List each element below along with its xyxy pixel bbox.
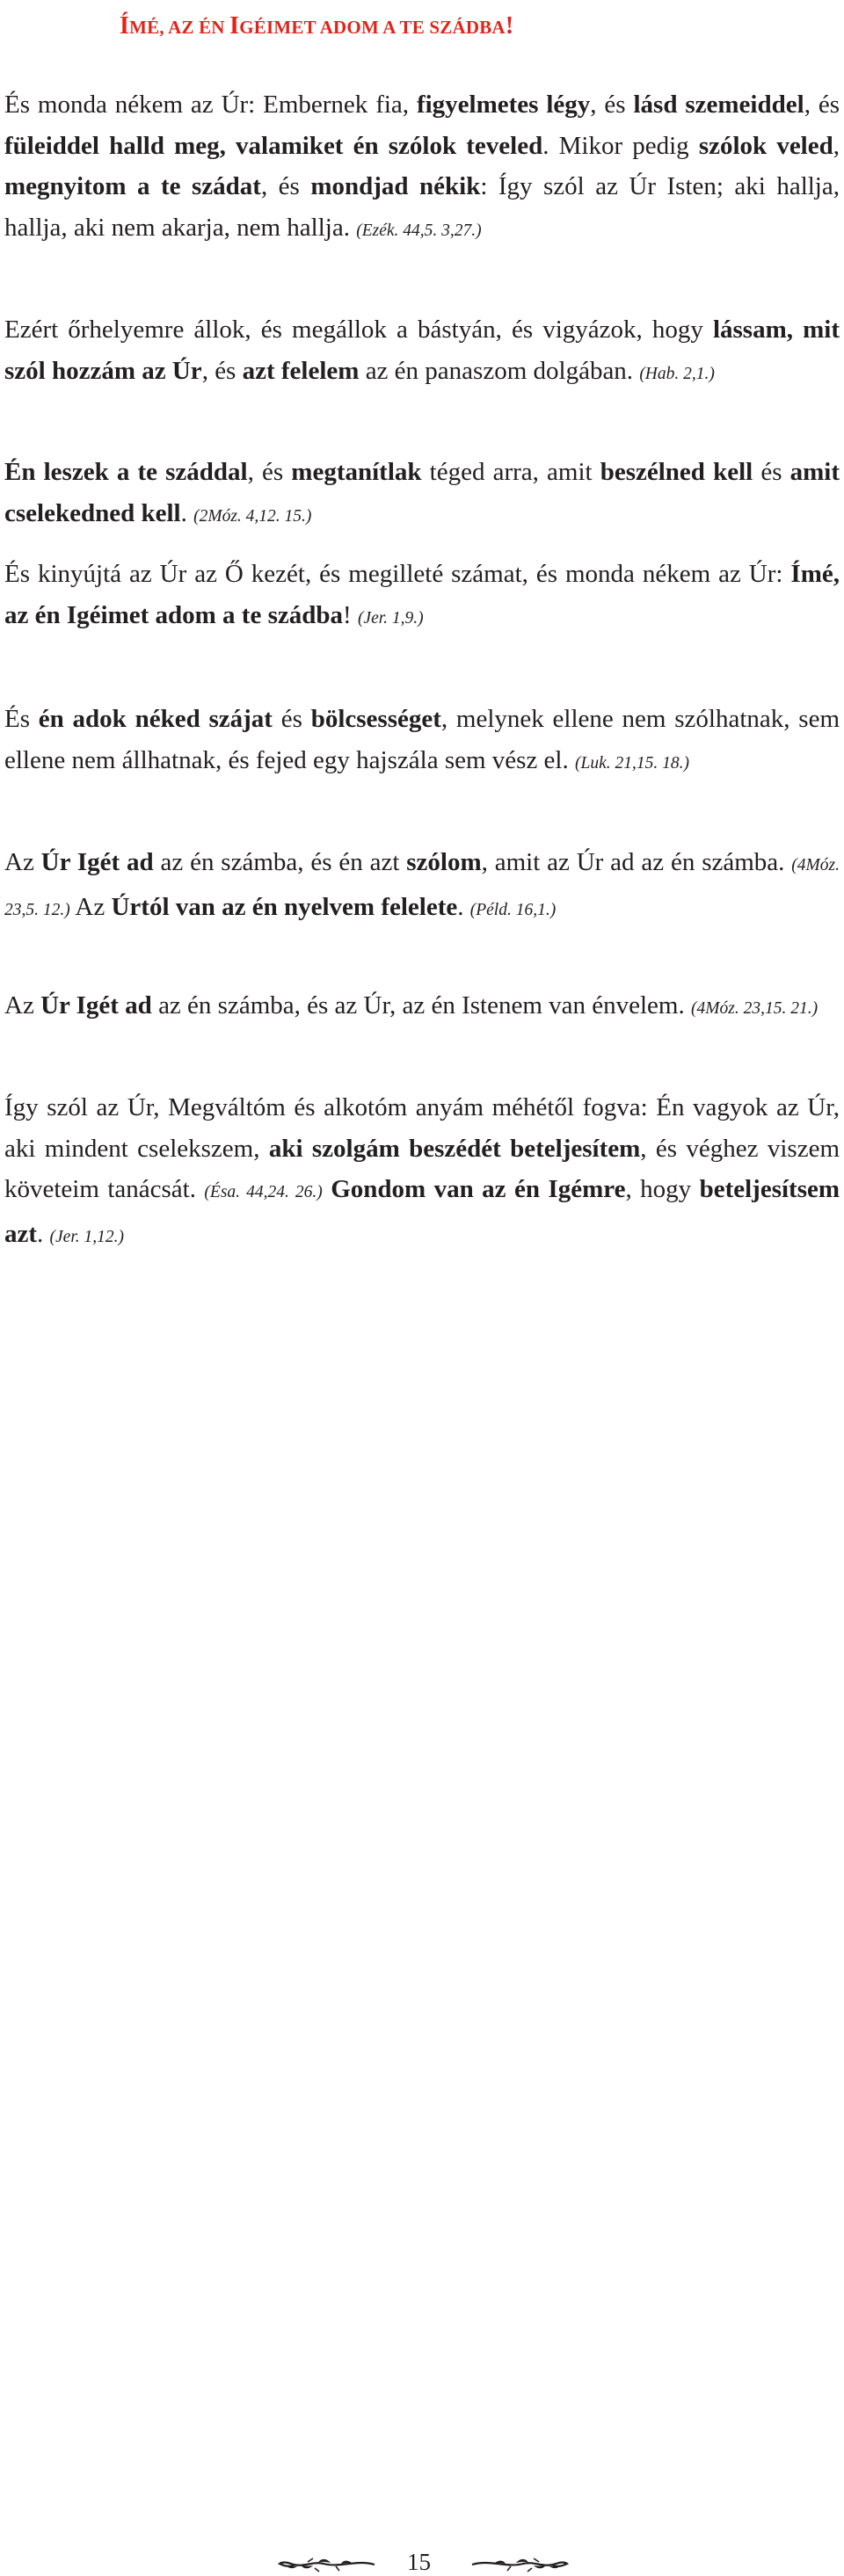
emphasis-text: azt felelem [242,356,360,385]
scripture-reference: (Ésa. 44,24. 26.) [204,1183,323,1201]
emphasis-text: lássam, mit szól hozzám az Úr [4,316,840,385]
verse-paragraph [4,452,840,537]
emphasis-text: mondjad nékik [310,172,481,200]
verse-text: , és véghez viszem követeim tanácsát. [4,1134,840,1203]
verse-text: az én számba, és az Úr, az én Istenem van énvelem. [151,991,691,1020]
verse-text: Az [4,991,41,1020]
page-footer [0,1273,844,2575]
emphasis-text: szólok veled [698,131,833,160]
scripture-reference: (Jer. 1,12.) [49,1227,125,1246]
verse-text: Az [4,848,41,876]
verse-text: . Mikor pedig [542,131,699,160]
verse-paragraph [4,554,840,639]
emphasis-text: bölcsességet [310,705,441,733]
emphasis-text: szólom [406,848,482,876]
emphasis-text: Gondom van az én Igémre [331,1175,626,1203]
verse-text [323,1175,331,1203]
verse-paragraph [4,699,840,784]
emphasis-text: lásd szemeiddel [633,91,804,119]
right-ornament-icon [470,2556,569,2573]
verse-text: Így szól az Úr, Megváltóm és alkotóm anyám méhétől fogva: Én vagyok az Úr, aki mindent cselekszem, [4,1093,840,1163]
verse-text: , és [590,91,634,119]
scripture-reference: (4Móz. 23,5. 12.) [4,856,840,919]
title-segment: ! [505,12,514,40]
title-segment: I [229,12,240,40]
verse-text: , és [201,356,243,385]
verse-text: téged arra, amit [421,458,600,486]
left-ornament-icon [278,2556,376,2573]
verse-paragraph [4,842,840,931]
emphasis-text: Úrtól van az én nyelvem felelete [111,892,458,921]
title-segment: GÉIMET ADOM A TE SZÁDBA [239,17,506,38]
emphasis-text: Ímé, az én Igéimet adom a te szádba [4,560,840,629]
emphasis-text: beteljesítsem azt [4,1175,840,1248]
verse-text: és [272,705,311,733]
verse-text: , és [260,172,311,200]
page-title [120,12,513,40]
verse-text: , hogy [625,1175,700,1203]
emphasis-text: Úr Igét ad [40,991,152,1020]
emphasis-text: megtanítlak [291,458,422,486]
title-segment: MÉ, AZ ÉN [129,17,230,38]
verse-text: , és [247,458,292,486]
verse-paragraph [4,1087,840,1258]
emphasis-text: beszélned kell [600,458,753,486]
verse-text: És [4,705,39,733]
scripture-reference: (Jer. 1,9.) [357,608,424,628]
emphasis-text: aki szolgám beszédét beteljesítem [268,1134,641,1163]
emphasis-text: Én leszek a te száddal [4,458,248,486]
verse-text: . [180,498,194,527]
verse-text: az én panaszom dolgában. [359,356,640,385]
emphasis-text: füleiddel halld meg, valamiket én szólok teveled [4,131,543,160]
page-number: 15 [407,2549,431,2575]
verse-text: : Így szól az Úr Isten; aki hallja, hallja, aki nem akarja, nem hallja. [4,172,840,242]
emphasis-text: megnyitom a te szádat [4,172,261,200]
verse-text: , amit az Úr ad az én számba. [481,848,792,876]
verse-paragraph [4,985,840,1030]
scripture-reference: (Hab. 2,1.) [639,364,715,383]
verse-text: , [833,131,840,160]
scripture-reference: (Luk. 21,15. 18.) [575,753,689,773]
scripture-reference: (Péld. 16,1.) [469,900,557,919]
verse-paragraph [4,309,840,395]
verse-text: Ezért őrhelyemre állok, és megállok a bástyán, és vigyázok, hogy [4,316,713,344]
emphasis-text: én adok néked szájat [38,705,273,733]
verse-text: És kinyújtá az Úr az Ő kezét, és megilleté számat, és monda nékem az Úr: [4,560,791,588]
emphasis-text: figyelmetes légy [416,91,591,119]
verse-text: , melynek ellene nem szólhatnak, sem ellene nem állhatnak, és fejed egy hajszála sem vész el. [4,705,840,774]
emphasis-text: amit cselekedned kell [4,458,840,527]
emphasis-text: Úr Igét ad [40,848,154,876]
verse-paragraph [4,84,840,251]
verse-text: és [753,458,790,486]
scripture-reference: (2Móz. 4,12. 15.) [193,506,312,526]
verse-text: . [457,892,470,921]
verse-text: az én számba, és én azt [153,848,407,876]
verse-text: , és [804,91,840,119]
verse-text: Az [69,892,112,921]
scripture-reference: (4Móz. 23,15. 21.) [691,999,819,1018]
verse-text: És monda nékem az Úr: Embernek fia, [4,91,417,119]
scripture-reference: (Ezék. 44,5. 3,27.) [356,221,482,240]
title-segment: Í [120,12,130,40]
verse-text: ! [343,600,358,629]
verse-text: . [37,1219,50,1248]
